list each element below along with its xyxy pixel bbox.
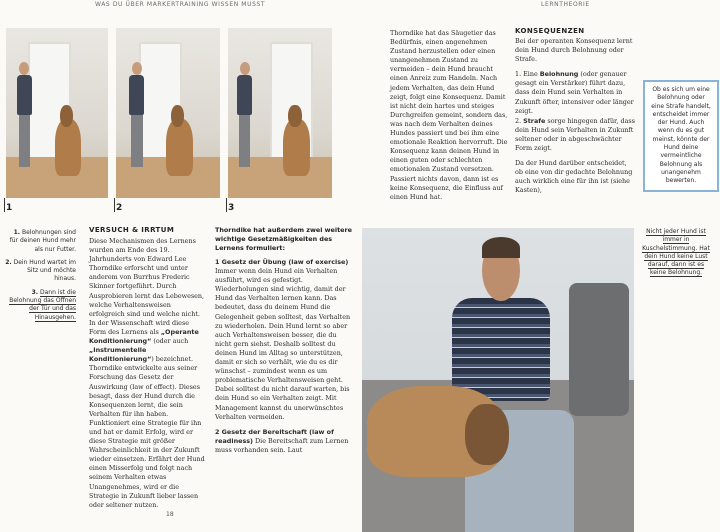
caption-3: 3. Dann ist die Belohnung das Öffnen der Tür und das Hinausgehen. <box>9 288 76 321</box>
photo-captions <box>4 229 76 322</box>
photo-3-number: 3 <box>228 203 235 213</box>
list-item: 1. Eine Belohnung (oder genauer gesagt ein Verstärker) führt dazu, dass dein Hund sein Verhalten in Zukunft öfter, intensiver oder länger zeigt. <box>515 70 634 115</box>
body-paragraph: Da der Hund darüber entscheidet, ob eine von dir gedachte Belohnung auch wirklich eine für ihn ist (siehe Kasten), <box>515 159 633 195</box>
info-box: Ob es sich um eine Belohnung oder eine Strafe handelt, entscheidet immer der Hund. Auch wenn du es gut meinst, könnte der Hund deine vermeintliche Belohnung als unangenehm bewerten. <box>643 80 719 192</box>
photo-2-tick <box>114 198 115 212</box>
photo-1 <box>6 28 108 198</box>
photo-2 <box>116 28 220 198</box>
body-paragraph: Bei der operanten Konsequenz lernt dein Hund durch Belohnung oder Strafe. <box>515 37 633 64</box>
list-item: 2. Strafe sorge hingegen dafür, dass dein Hund sein Verhalten in Zukunft seltener oder in abgeschwächter Form zeigt. <box>515 116 635 153</box>
caption-2: 2. Dein Hund wartet im Sitz und möchte hinaus. <box>5 258 76 283</box>
photo-1-number: 1 <box>6 203 13 213</box>
photo-man-with-dog <box>362 228 634 532</box>
running-head-right: LERNTHEORIE <box>541 1 590 8</box>
section-heading: Thorndike hat außerdem zwei weitere wichtige Gesetzmäßigkeiten des Lernens formuliert: <box>215 226 352 252</box>
law-1: 1 Gesetz der Übung (law of exercise) Immer wenn dein Hund ein Verhalten ausführt, wird es gefestigt. Wiederholungen sind wichtig, damit der Hund das Verhalten lernen kann. Das bedeutet, dass du deinem Hund die Gelegenheit geben solltest, das Verhalten zu wiederholen. Dein Hund lernt so aber auch Verhaltensweisen besser, die du nicht gern siehst. Deshalb solltest du deinen Hund im Alltag so unterstützen, damit er sich so verhält, wie du es dir wünschst – zumindest wenn es um problematische Verhaltensweisen geht. Dabei solltest du nicht darauf warten, bis dein Hund so ein Verhalten zeigt. Mit Management kannst du unerwünschtes Verhalten vermeiden. <box>215 258 351 421</box>
body-paragraph: Thorndike entwickelte aus seiner Forschung das Gesetz der Auswirkung (law of effect). Dieses besagt, dass der Hund durch die Konsequenzen lernt, die sein Verhalten für ihn haben. Funktioniert eine Strategie für ihn und hat er damit Erfolg, wird er diese Strategie mit größer Wahrscheinlichkeit in der Zukunft wieder einsetzen. Erfährt der Hund einen Misserfolg und folgt nach seinem Verhalten etwas Unangenehmes, wird er die Strategie in Zukunft lieber lassen oder seltener nutzen. <box>89 364 205 509</box>
photo-2-number: 2 <box>116 203 123 213</box>
section-heading: VERSUCH & IRRTUM <box>89 226 175 234</box>
section-gesetze <box>215 226 353 455</box>
section-konsequenzen <box>515 27 635 196</box>
photo-1-tick <box>4 198 5 212</box>
page-number: 18 <box>166 511 174 518</box>
thorndike-paragraph: Thorndike hat das Säugetier das Bedürfnis, einen angenehmen Zustand herzustellen oder einen unangenehmen Zustand zu vermeiden – dein Hund braucht einen Anreiz zum Handeln. Nach jedem Verhalten, das dein Hund zeigt, folgt eine Konsequenz. Damit ist nicht dein hartes und steiges Durchgreifen gemeint, sondern das, was nach dem Verhalten deines Hundes passiert und bei ihm eine emotionale Reaktion hervorruft. Die Konsequenz kann deinen Hund in einen guten oder schlechten emotionalen Zustand versetzen. Passiert nichts davon, dann ist es keine Konsequenz, die Einfluss auf einen Hund hat. <box>390 29 508 201</box>
caption-1: 1. Belohnungen sind für deinen Hund mehr als nur Futter. <box>9 229 76 253</box>
body-paragraph: Diese Mechanismen des Lernens wurden am Ende des 19. Jahrhunderts von Edward Lee Thorndike erforscht und unter anderem von Burrhus Frederic Skinner fortgeführt. Durch Ausprobieren lernt das Lebewesen, welche Verhaltensweisen erfolgreich sind und welche nicht. In der Wissenschaft wird diese Form des Lernens als „Operante Konditionierung“ (oder auch „Instrumentelle Konditionierung“) bezeichnet. <box>89 237 205 364</box>
section-heading: KONSEQUENZEN <box>515 27 585 35</box>
law-2: 2 Gesetz der Bereitschaft (law of readiness) Die Bereitschaft zum Lernen muss vorhanden sein. Laut <box>215 427 349 454</box>
photo-3-tick <box>226 198 227 212</box>
photo-3 <box>228 28 332 198</box>
section-versuch-irrtum <box>89 226 205 510</box>
running-head-left: WAS DU ÜBER MARKERTRAINING WISSEN MUSST <box>95 1 266 8</box>
side-note: Nicht jeder Hund ist immer in Kuschelstimmung. Hat dein Hund keine Lust darauf, dann ist es keine Belohnung. <box>642 228 710 277</box>
